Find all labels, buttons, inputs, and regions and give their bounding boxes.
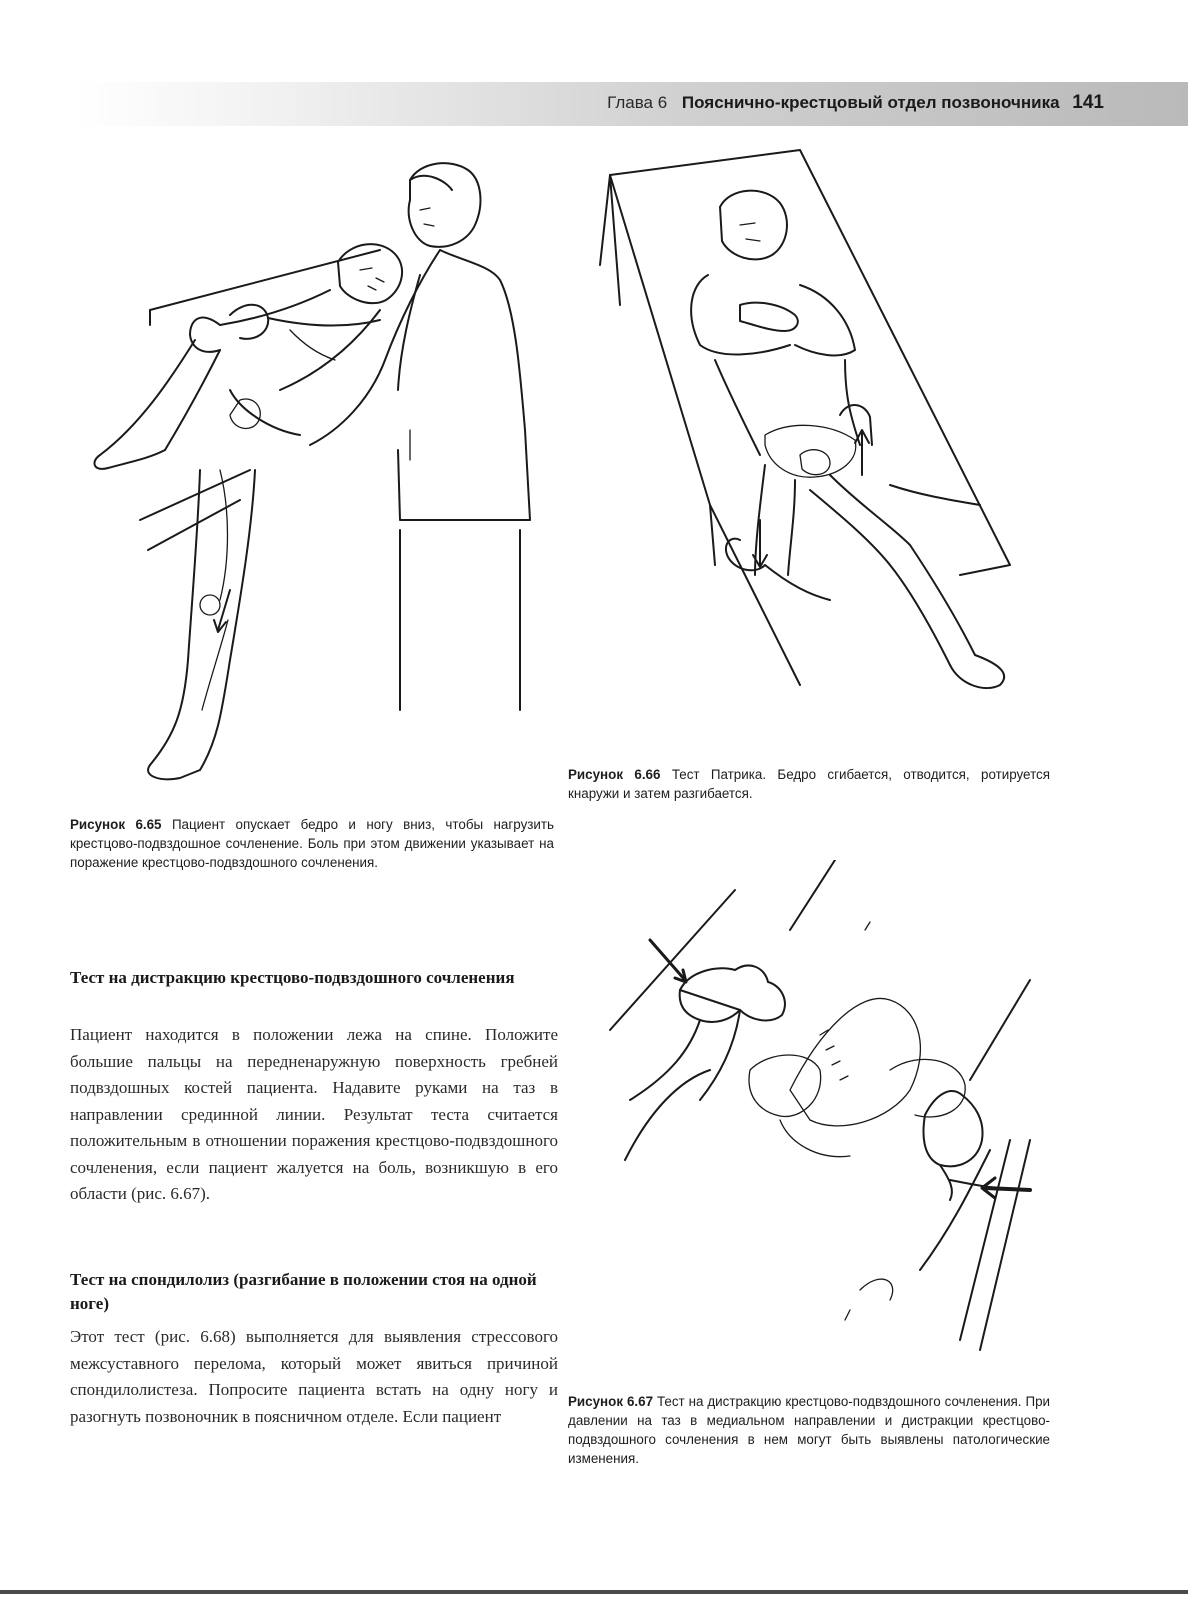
section-text-spondylolysis: Этот тест (рис. 6.68) выполняется для выявления стрессового межсуставного перелома, который может явиться причиной спондилолистеза. Попросите пациента встать на одну ногу и разогнуть позвоночник в поясничном отделе. Если пациент [70,1327,558,1426]
figure-6-65-caption-text: Пациент опускает бедро и ногу вниз, чтобы нагрузить крестцово-подвздошное сочленение. Боль при этом движении указывает на поражение крестцово-подвздошного сочленения. [70,817,554,870]
figure-6-66-caption-text: Тест Патрика. Бедро сгибается, отводится, ротируется кнаружи и затем разгибается. [568,767,1050,801]
running-header [76,82,1188,126]
header-title: Пояснично-крестцовый отдел позвоночника [681,93,1060,112]
figure-6-65-illustration [80,150,550,790]
header-chapter: Глава 6 [607,93,668,112]
figure-6-66-illustration [590,145,1035,745]
header-text [607,92,1104,114]
section-heading-spondylolysis: Тест на спондилолиз (разгибание в положении стоя на одной ноге) [70,1270,537,1313]
section-heading-si-distraction: Тест на дистракцию крестцово-подвздошного сочленения [70,968,515,987]
section-text-si-distraction: Пациент находится в положении лежа на спине. Положите большие пальцы на передненаружную поверхность гребней подвздошных костей пациента. Надавите руками на таз в направлении срединной линии. Результат теста считается положительным в отношении поражения крестцово-подвздошного сочленения, если пациент жалуется на боль, возникшую в его области (рис. 6.67). [70,1025,558,1203]
figure-6-67-label: Рисунок 6.67 [568,1394,654,1409]
figure-6-65-label: Рисунок 6.65 [70,817,162,832]
figure-6-67-illustration [590,860,1035,1365]
figure-6-67-caption [568,1392,1050,1468]
figure-6-65-caption [70,815,554,872]
figure-6-67-caption-text: Тест на дистракцию крестцово-подвздошного сочленения. При давлении на таз в медиальном направлении и дистракции крестцово-подвздошного сочленения в нем могут быть выявлены патологические изменения. [568,1394,1050,1466]
bottom-rule [0,1590,1188,1594]
figure-6-66-caption [568,765,1050,803]
page-number: 141 [1072,92,1104,113]
figure-6-66-label: Рисунок 6.66 [568,767,661,782]
